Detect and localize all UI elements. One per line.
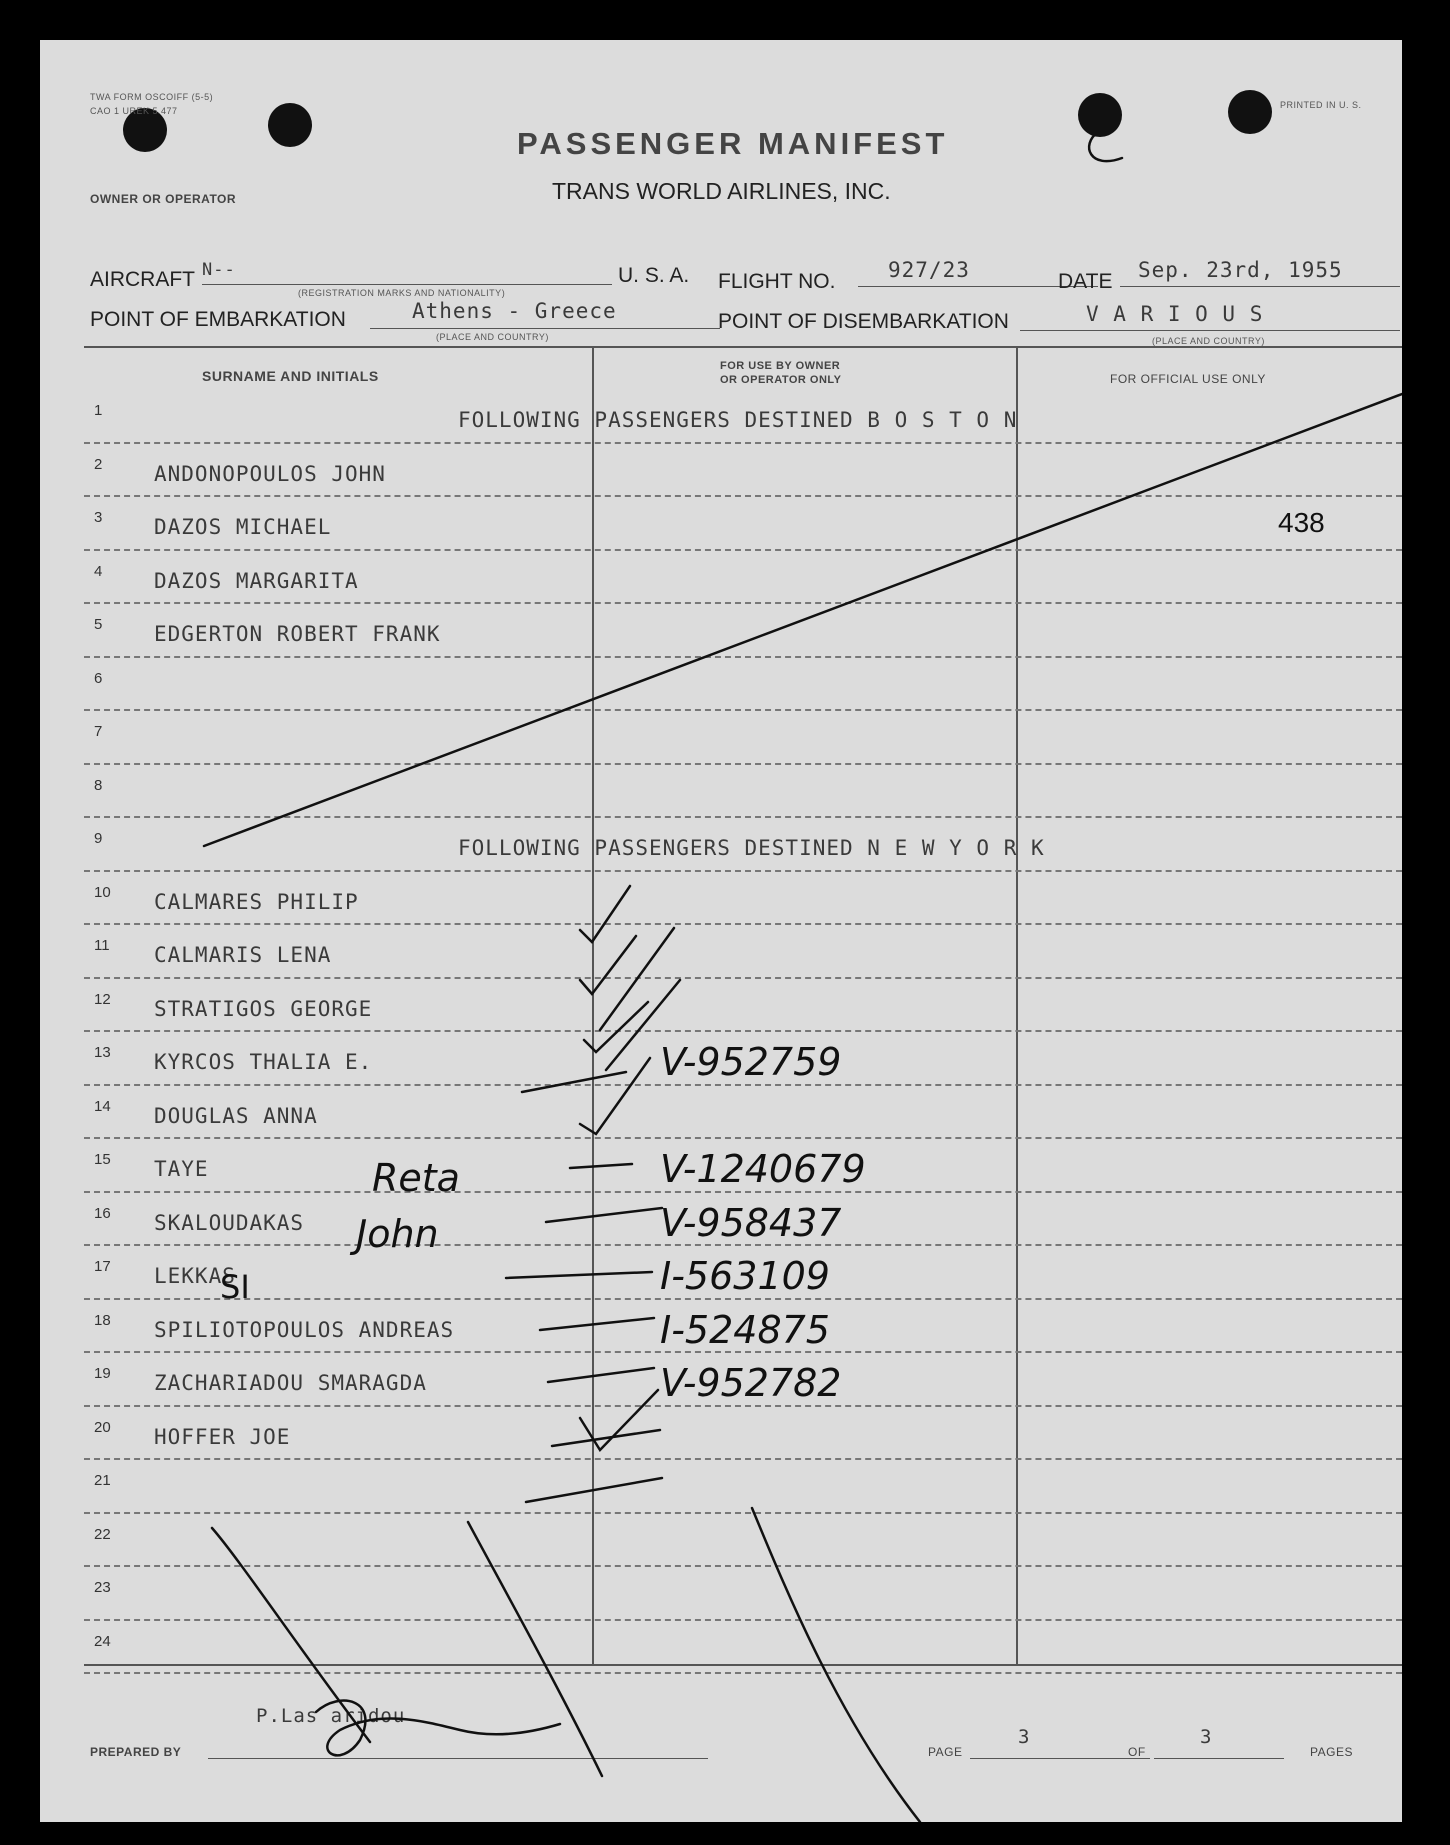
passenger-name: DAZOS MICHAEL bbox=[154, 515, 332, 539]
dash-mark bbox=[522, 1072, 626, 1092]
embark-label: POINT OF EMBARKATION bbox=[90, 308, 346, 331]
printed-in-note: PRINTED IN U. S. bbox=[1280, 100, 1362, 110]
pages-label: PAGES bbox=[1310, 1745, 1353, 1759]
dash-mark bbox=[570, 1164, 632, 1168]
column-header-surname: SURNAME AND INITIALS bbox=[202, 368, 379, 384]
signature-scribble bbox=[316, 1701, 560, 1756]
row-number: 2 bbox=[94, 455, 103, 473]
passenger-name: CALMARES PHILIP bbox=[154, 889, 359, 914]
passenger-name: CALMARIS LENA bbox=[154, 943, 332, 967]
row-number: 10 bbox=[94, 883, 111, 901]
prepared-label: PREPARED BY bbox=[90, 1745, 182, 1759]
page-label: PAGE bbox=[928, 1745, 963, 1759]
passenger-name: DAZOS MARGARITA bbox=[154, 568, 359, 593]
row-number: 19 bbox=[94, 1365, 111, 1382]
passenger-name: ANDONOPOULOS JOHN bbox=[154, 461, 386, 486]
registration-note: (REGISTRATION MARKS AND NATIONALITY) bbox=[298, 288, 506, 298]
row-number: 21 bbox=[94, 1472, 111, 1489]
row-number: 6 bbox=[94, 669, 103, 687]
stroke bbox=[606, 980, 680, 1070]
passenger-name: STRATIGOS GEORGE bbox=[154, 996, 373, 1021]
of-value: 3 bbox=[1200, 1726, 1213, 1748]
passenger-name: HOFFER JOE bbox=[154, 1424, 291, 1449]
flight-value: 927/23 bbox=[888, 258, 970, 282]
row-number: 1 bbox=[94, 402, 103, 419]
row-number: 12 bbox=[94, 990, 111, 1008]
embark-note: (PLACE AND COUNTRY) bbox=[436, 332, 549, 342]
column-header-owner: FOR USE BY OWNER bbox=[720, 360, 841, 372]
destination-heading: FOLLOWING PASSENGERS DESTINED B O S T O N bbox=[458, 408, 1018, 432]
row-number: 3 bbox=[94, 509, 103, 526]
dash-mark bbox=[506, 1272, 652, 1278]
passenger-name: KYRCOS THALIA E. bbox=[154, 1050, 373, 1074]
row-number: 23 bbox=[94, 1579, 111, 1596]
destination-heading: FOLLOWING PASSENGERS DESTINED N E W Y O R K bbox=[458, 836, 1045, 860]
aircraft-label: AIRCRAFT bbox=[90, 268, 195, 291]
strike-line bbox=[204, 394, 1402, 846]
page-value: 3 bbox=[1018, 1726, 1031, 1748]
visa-number: V-958437 bbox=[660, 1200, 842, 1245]
passenger-name: SKALOUDAKAS bbox=[154, 1210, 305, 1235]
form-number-2: CAO 1 UREK 5.477 bbox=[90, 106, 178, 116]
pen-strokes bbox=[40, 40, 1402, 1822]
date-label: DATE bbox=[1058, 270, 1113, 293]
airline-name: TRANS WORLD AIRLINES, INC. bbox=[552, 178, 891, 204]
visa-number: V-1240679 bbox=[660, 1147, 866, 1191]
handwritten-name: Reta bbox=[372, 1156, 460, 1200]
visa-number: I-524875 bbox=[660, 1307, 830, 1352]
row-number: 4 bbox=[94, 562, 103, 580]
row-number: 13 bbox=[94, 1044, 111, 1061]
embark-value: Athens - Greece bbox=[412, 299, 617, 323]
row-number: 22 bbox=[94, 1525, 111, 1543]
passenger-name: TAYE bbox=[154, 1157, 209, 1181]
visa-number: V-952782 bbox=[660, 1361, 842, 1405]
pen-stroke bbox=[752, 1508, 920, 1822]
prepared-value: P.Las aridou bbox=[256, 1705, 406, 1727]
disembark-value: V A R I O U S bbox=[1086, 302, 1264, 326]
row-number: 20 bbox=[94, 1418, 111, 1436]
row-number: 17 bbox=[94, 1258, 111, 1275]
row-number: 9 bbox=[94, 830, 103, 847]
row-number: 14 bbox=[94, 1097, 111, 1115]
disembark-label: POINT OF DISEMBARKATION bbox=[718, 310, 1009, 333]
passenger-name: EDGERTON ROBERT FRANK bbox=[154, 622, 441, 646]
nationality: U. S. A. bbox=[618, 264, 690, 287]
dash-mark bbox=[540, 1318, 654, 1330]
page-title: PASSENGER MANIFEST bbox=[517, 126, 949, 161]
check-mark bbox=[580, 1058, 650, 1134]
pen-stroke bbox=[468, 1522, 602, 1776]
row-number: 18 bbox=[94, 1311, 111, 1329]
handwritten-name: John bbox=[356, 1212, 439, 1256]
check-mark bbox=[552, 1390, 660, 1450]
column-header-owner-2: OR OPERATOR ONLY bbox=[720, 374, 842, 386]
pen-stroke bbox=[212, 1528, 370, 1742]
row-number: 8 bbox=[94, 776, 103, 794]
visa-number: I-563109 bbox=[660, 1254, 830, 1298]
check-mark bbox=[580, 886, 630, 942]
disembark-note: (PLACE AND COUNTRY) bbox=[1152, 336, 1265, 346]
check-mark bbox=[580, 936, 636, 994]
official-note: 438 bbox=[1278, 507, 1325, 538]
manifest-sheet bbox=[40, 40, 1402, 1822]
check-mark-top bbox=[1089, 132, 1122, 161]
row-number: 24 bbox=[94, 1632, 111, 1650]
row-number: 15 bbox=[94, 1151, 111, 1168]
dash-mark bbox=[546, 1208, 662, 1222]
owner-label: OWNER OR OPERATOR bbox=[90, 192, 237, 206]
column-header-official: FOR OFFICIAL USE ONLY bbox=[1110, 372, 1266, 386]
row-number: 16 bbox=[94, 1204, 111, 1222]
form-number: TWA FORM OSCOIFF (5-5) bbox=[90, 92, 214, 102]
of-label: OF bbox=[1128, 1745, 1146, 1759]
dash-mark bbox=[526, 1478, 662, 1502]
handwritten-name: SI bbox=[220, 1268, 250, 1306]
flight-label: FLIGHT NO. bbox=[718, 270, 836, 293]
stroke bbox=[600, 928, 674, 1030]
row-number: 7 bbox=[94, 723, 103, 740]
passenger-name: DOUGLAS ANNA bbox=[154, 1103, 318, 1128]
passenger-name: SPILIOTOPOULOS ANDREAS bbox=[154, 1317, 455, 1342]
visa-number: V-952759 bbox=[660, 1040, 842, 1084]
passenger-name: ZACHARIADOU SMARAGDA bbox=[154, 1371, 427, 1395]
row-number: 11 bbox=[94, 937, 110, 954]
aircraft-value: N-- bbox=[202, 260, 236, 280]
date-value: Sep. 23rd, 1955 bbox=[1138, 258, 1343, 282]
passenger-name: LEKKAS bbox=[154, 1264, 236, 1288]
row-number: 5 bbox=[94, 616, 103, 633]
dash-mark bbox=[548, 1368, 654, 1382]
